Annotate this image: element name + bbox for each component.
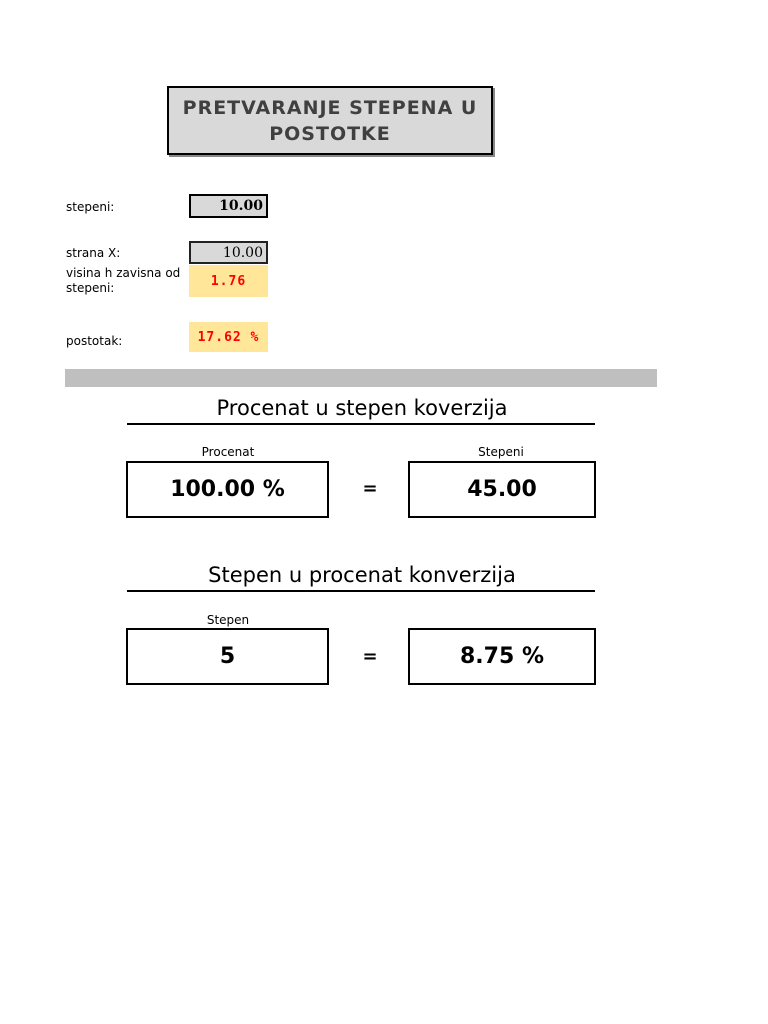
postotak-label: postotak: <box>66 334 123 348</box>
procenat-label: Procenat <box>201 445 255 459</box>
visina-label-line2: stepeni: <box>66 281 115 295</box>
postotak-result: 17.62 % <box>189 322 268 352</box>
strana-x-label: strana X: <box>66 246 121 260</box>
page-title-box <box>167 86 493 155</box>
stepeni-output-label: Stepeni <box>478 445 524 459</box>
stepen-input-box[interactable]: 5 <box>126 628 329 685</box>
percent-to-degree-heading: Procenat u stepen koverzija <box>216 396 508 420</box>
visina-result: 1.76 <box>189 265 268 297</box>
degree-to-percent-heading: Stepen u procenat konverzija <box>208 563 516 587</box>
percent-to-degree-rule <box>127 423 595 425</box>
stepen-label: Stepen <box>206 613 250 627</box>
procenat-output-box: 8.75 % <box>408 628 596 685</box>
stepeni-label: stepeni: <box>66 200 115 214</box>
page-title: PRETVARANJE STEPENA U POSTOTKE <box>182 96 478 145</box>
section-divider <box>65 369 657 387</box>
procenat-input-box[interactable]: 100.00 % <box>126 461 329 518</box>
stepeni-input[interactable]: 10.00 <box>189 194 268 218</box>
strana-x-input[interactable]: 10.00 <box>189 241 268 264</box>
equals-sign-1: = <box>362 478 378 499</box>
visina-label-line1: visina h zavisna od <box>66 266 181 280</box>
equals-sign-2: = <box>362 646 378 667</box>
degree-to-percent-rule <box>127 590 595 592</box>
stepeni-output-box: 45.00 <box>408 461 596 518</box>
